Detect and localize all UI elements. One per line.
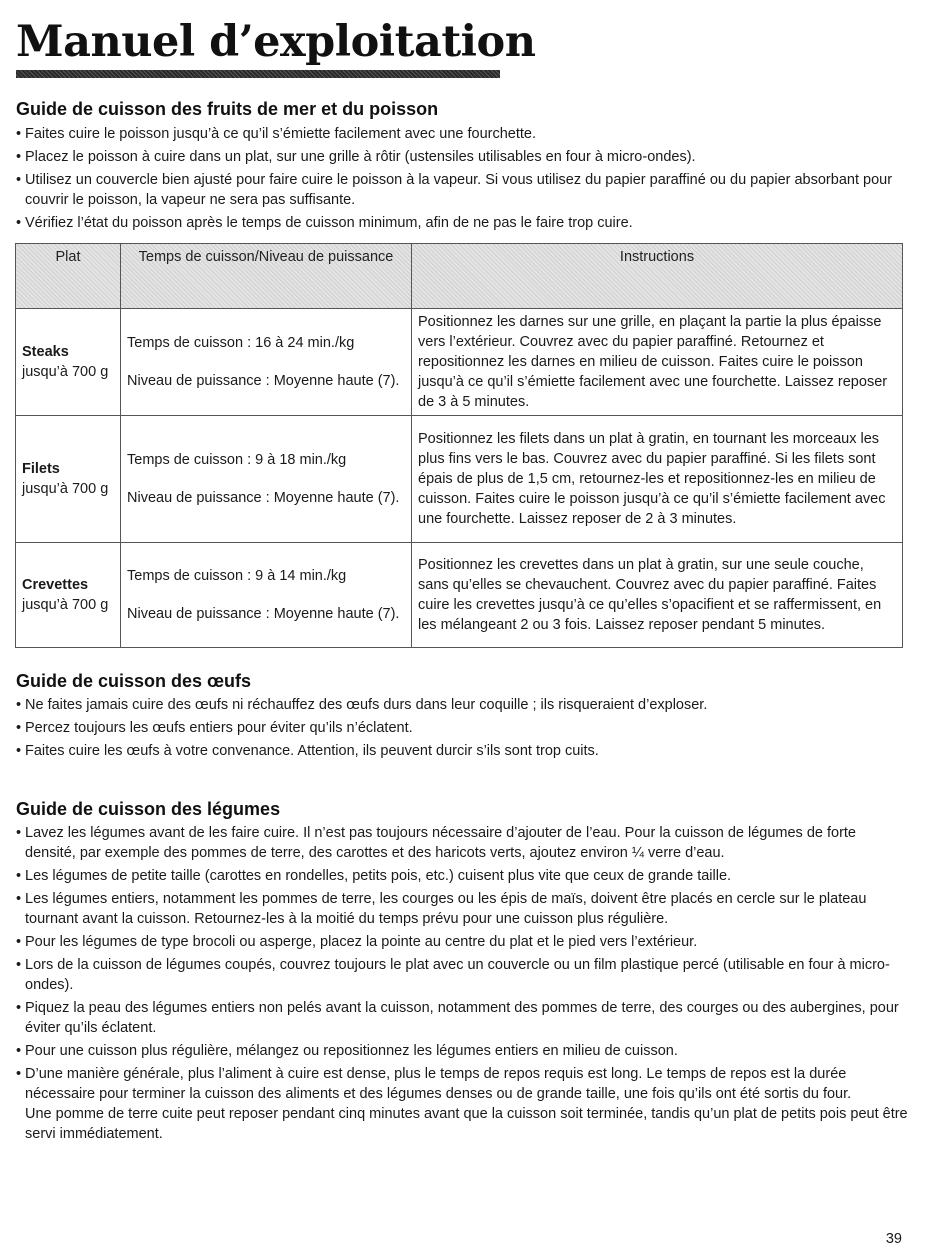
dish-name: Filets [22,461,60,477]
list-item: • Faites cuire les œufs à votre convenance. Attention, ils peuvent durcir s’ils sont trop cuits. [16,741,908,761]
list-item: • Pour une cuisson plus régulière, mélangez ou repositionnez les légumes entiers en milieu de cuisson. [16,1041,908,1061]
list-item: • Percez toujours les œufs entiers pour éviter qu’ils n’éclatent. [16,718,908,738]
list-item: • Placez le poisson à cuire dans un plat, sur une grille à rôtir (ustensiles utilisables en four à micro-ondes). [16,147,908,167]
column-header-instructions: Instructions [412,244,903,309]
list-item: • Lors de la cuisson de légumes coupés, couvrez toujours le plat avec un couvercle ou un film plastique percé (utilisable en four à micro-ondes). [16,955,908,995]
power-level: Niveau de puissance : Moyenne haute (7). [127,373,400,389]
table-row [16,309,903,416]
cooking-time: Temps de cuisson : 16 à 24 min./kg [127,335,355,351]
list-item: • Ne faites jamais cuire des œufs ni réchauffez des œufs durs dans leur coquille ; ils risqueraient d’exploser. [16,695,908,715]
time-power-cell [121,416,412,543]
power-level: Niveau de puissance : Moyenne haute (7). [127,490,400,506]
column-header-temps: Temps de cuisson/Niveau de puissance [121,244,412,309]
list-item: • Les légumes de petite taille (carottes en rondelles, petits pois, etc.) cuisent plus vite que ceux de grande taille. [16,866,908,886]
list-item [16,1064,908,1144]
column-header-plat: Plat [16,244,121,309]
cooking-time: Temps de cuisson : 9 à 14 min./kg [127,568,347,584]
list-item: • Faites cuire le poisson jusqu’à ce qu’il s’émiette facilement avec une fourchette. [16,124,908,144]
eggs-section-heading: Guide de cuisson des œufs [16,671,252,691]
list-item: • Les légumes entiers, notamment les pommes de terre, les courges ou les épis de maïs, doivent être placés en cercle sur le plateau tournant avant la cuisson. Retournez-les à la moitié du temps prévu pour une cuisson plus régulière. [16,889,908,929]
list-item: • Pour les légumes de type brocoli ou asperge, placez la pointe au centre du plat et le pied vers l’extérieur. [16,932,908,952]
table-row [16,543,903,648]
dish-cell [16,309,121,416]
page-title: Manuel d’exploitation [16,17,536,67]
dish-cell [16,416,121,543]
dish-weight: jusqu’à 700 g [22,481,109,497]
dish-weight: jusqu’à 700 g [22,364,109,380]
fish-section-heading: Guide de cuisson des fruits de mer et du poisson [16,99,439,119]
list-item: • Utilisez un couvercle bien ajusté pour faire cuire le poisson à la vapeur. Si vous utilisez du papier paraffiné ou du papier absorbant pour couvrir le poisson, la vapeur ne sera pas suffisante. [16,170,908,210]
fish-cooking-table [15,243,903,648]
fish-bullet-list [16,124,908,236]
vegetables-section-heading: Guide de cuisson des légumes [16,799,281,819]
instructions-cell: Positionnez les filets dans un plat à gratin, en tournant les morceaux les plus fins vers le bas. Couvrez avec du papier paraffiné. Si les filets sont épais de plus de 1,5 cm, retournez-les et repositionnez-les en milieu de cuisson. Faites cuire le poisson jusqu’à ce qu’il s’émiette facilement avec une fourchette. Laissez reposer de 2 à 3 minutes. [412,416,903,543]
list-item: • Vérifiez l’état du poisson après le temps de cuisson minimum, afin de ne pas le faire trop cuire. [16,213,908,233]
dish-name: Crevettes [22,577,89,593]
instructions-cell: Positionnez les crevettes dans un plat à gratin, sur une seule couche, sans qu’elles se chevauchent. Couvrez avec du papier paraffiné. Faites cuire les crevettes jusqu’à ce qu’elles s’opacifient et se raffermissent, en les mélangeant 2 ou 3 fois. Laissez reposer pendant 5 minutes. [412,543,903,648]
eggs-bullet-list [16,695,908,764]
list-item: • Piquez la peau des légumes entiers non pelés avant la cuisson, notamment des pommes de terre, des courges ou des aubergines, pour éviter qu’ils éclatent. [16,998,908,1038]
time-power-cell [121,309,412,416]
title-underline-bar [16,70,500,78]
power-level: Niveau de puissance : Moyenne haute (7). [127,606,400,622]
list-item: • Lavez les légumes avant de les faire cuire. Il n’est pas toujours nécessaire d’ajouter de l’eau. Pour la cuisson de légumes de forte densité, par exemple des pommes de terre, des carottes et des haricots verts, ajoutez environ ¼ verre d’eau. [16,823,908,863]
time-power-cell [121,543,412,648]
instructions-cell: Positionnez les darnes sur une grille, en plaçant la partie la plus épaisse vers l’extérieur. Couvrez avec du papier paraffiné. Retournez et repositionnez les darnes en milieu de cuisson. Faites cuire le poisson jusqu’à ce qu’il s’émiette facilement avec une fourchette. Laissez reposer de 3 à 5 minutes. [412,309,903,416]
dish-cell [16,543,121,648]
dish-name: Steaks [22,344,69,360]
dish-weight: jusqu’à 700 g [22,597,109,613]
cooking-time: Temps de cuisson : 9 à 18 min./kg [127,452,347,468]
table-header-row [16,244,903,309]
page-number: 39 [885,1231,902,1247]
list-item-text: D’une manière générale, plus l’aliment à cuire est dense, plus le temps de repos requis est long. Le temps de repos est la durée nécessaire pour terminer la cuisson des aliments et des légumes denses ou de grande taille, une fois qu’ils ont été sortis du four. [25,1066,852,1102]
table-row [16,416,903,543]
vegetables-bullet-list [16,823,908,1147]
list-item-note: Une pomme de terre cuite peut reposer pendant cinq minutes avant que la cuisson soit terminée, tandis qu’un plat de petits pois peut être servi immédiatement. [25,1106,908,1142]
